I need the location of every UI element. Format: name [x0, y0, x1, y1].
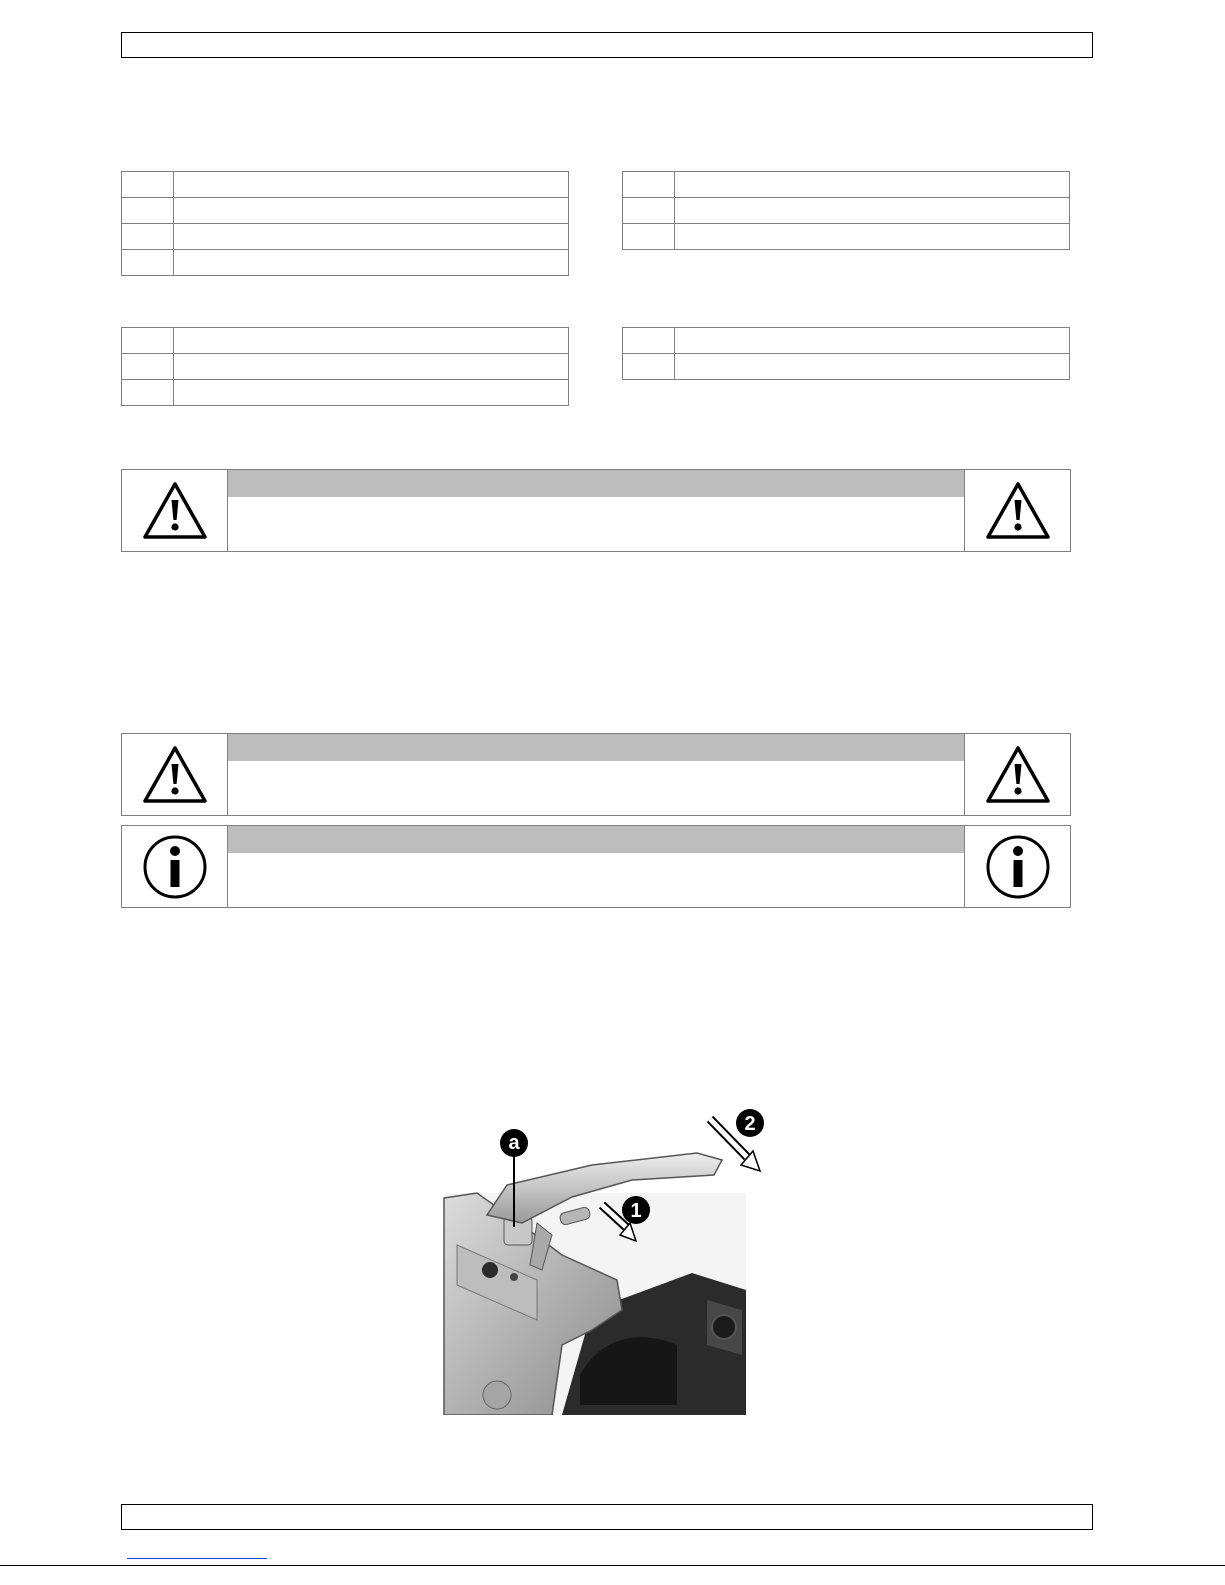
notice-title	[228, 470, 964, 497]
notice-icon-cell	[122, 826, 228, 907]
table-row	[623, 328, 1070, 354]
parts-table-2	[622, 171, 1070, 250]
warning-notice	[121, 469, 1071, 552]
notice-title	[228, 826, 964, 853]
parts-table-3	[121, 327, 569, 406]
item-description	[174, 380, 569, 406]
item-description	[675, 172, 1070, 198]
item-number	[122, 224, 174, 250]
item-number	[122, 250, 174, 276]
table-row	[623, 224, 1070, 250]
parts-table-4	[622, 327, 1070, 380]
body-boss	[483, 1381, 511, 1409]
info-circle-icon	[142, 834, 208, 900]
item-description	[675, 224, 1070, 250]
item-number	[122, 198, 174, 224]
warning-triangle-icon	[985, 481, 1051, 541]
item-number	[623, 224, 675, 250]
warning-triangle-icon	[142, 745, 208, 805]
page-footer-box	[121, 1504, 1093, 1530]
product-photo	[442, 1105, 772, 1415]
hyperlink-underline[interactable]	[127, 1558, 267, 1559]
notice-icon-cell	[964, 826, 1070, 907]
parts-table-1	[121, 171, 569, 276]
item-number	[122, 328, 174, 354]
table-row	[122, 250, 569, 276]
notice-body	[228, 853, 964, 907]
screw-hole	[510, 1273, 518, 1281]
item-description	[174, 354, 569, 380]
item-description	[174, 198, 569, 224]
page-header-box	[121, 32, 1093, 58]
table-row	[122, 380, 569, 406]
item-number	[122, 354, 174, 380]
notice-icon-cell	[964, 470, 1070, 551]
vent-hole	[712, 1315, 736, 1339]
item-description	[675, 198, 1070, 224]
table-row	[623, 198, 1070, 224]
item-number	[122, 172, 174, 198]
item-number	[623, 198, 675, 224]
table-row	[122, 328, 569, 354]
item-number	[623, 328, 675, 354]
notice-content	[228, 826, 964, 907]
bottom-rule	[0, 1565, 1225, 1566]
item-description	[174, 172, 569, 198]
item-description	[675, 328, 1070, 354]
table-row	[623, 354, 1070, 380]
info-circle-icon	[985, 834, 1051, 900]
screw-hole	[482, 1262, 498, 1278]
notice-icon-cell	[964, 734, 1070, 815]
table-row	[122, 198, 569, 224]
table-row	[122, 172, 569, 198]
table-row	[623, 172, 1070, 198]
item-description	[174, 328, 569, 354]
info-notice	[121, 825, 1071, 908]
item-description	[174, 224, 569, 250]
notice-title	[228, 734, 964, 761]
step-2-label: 2	[744, 1113, 756, 1135]
notice-content	[228, 470, 964, 551]
item-number	[623, 172, 675, 198]
item-number	[623, 354, 675, 380]
notice-body	[228, 761, 964, 815]
callout-a-label: a	[508, 1132, 520, 1154]
table-row	[122, 354, 569, 380]
notice-icon-cell	[122, 734, 228, 815]
notice-content	[228, 734, 964, 815]
step-1-label: 1	[630, 1200, 642, 1222]
item-number	[122, 380, 174, 406]
table-row	[122, 224, 569, 250]
notice-body	[228, 497, 964, 551]
warning-triangle-icon	[985, 745, 1051, 805]
item-description	[675, 354, 1070, 380]
warning-notice	[121, 733, 1071, 816]
notice-icon-cell	[122, 470, 228, 551]
warning-triangle-icon	[142, 481, 208, 541]
item-description	[174, 250, 569, 276]
